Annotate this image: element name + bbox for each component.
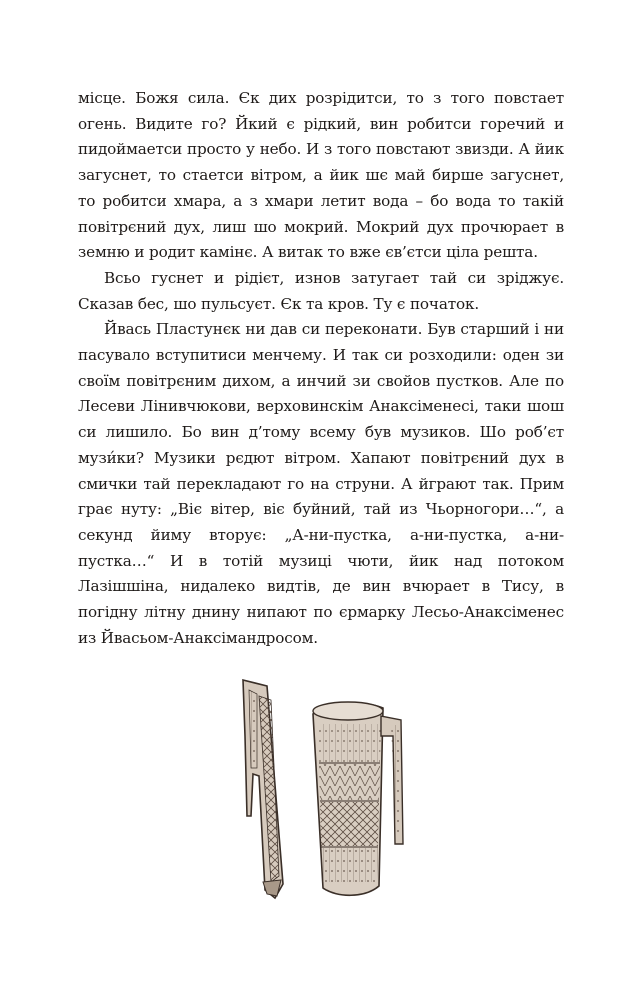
carved-objects-drawing bbox=[215, 676, 425, 906]
illustration bbox=[215, 676, 425, 906]
carved-cup bbox=[313, 702, 403, 895]
paragraph-1: місце. Божя сила. Єк дих розрідитси, то з того повстает огень. Видите го? Йкий є рідкий, вин робитси горечий и пидоймаетси просто у небо. И з того повстают звизди. А йик загуснет, то стаетси вітром, а йик шє май бирше загуснет, то робитси хмара, а з хмари летит вода – бо вода то такій повітрєний дух, лиш шо мокрий. Мокрий дух прочюрает в земню и родит камінє. А витак то вже єв’єтси ціла решта. bbox=[78, 89, 564, 262]
paragraph-3: Йвась Пластунєк ни дав си переконати. Був старший і ни пасувало вступитиси менчему. И так си розходили: оден зи своїм повітрєним дихом, а инчий зи свойов пустков. Але по Лесеви Лінивчюкови, верховинскім Анаксіменесі, таки шош си лишило. Бо вин д’тому всему був музиков. Шо роб’єт музи́ки? Музики рєдют вітром. Хапают повітрєний дух в смички тай перекладают го на струни. А йграют так. Прим грає нуту: „Віє вітер, віє буйний, тай из Чьорногори…“, а секунд йиму вторує: „А-ни-пустка, а-ни-пустка, а-ни-пустка…“ И в тотій музиці чюти, йик над потоком Лазішшіна, нидалеко видтів, де вин вчюрает в Тису, в погідну літну днину нипают по єрмарку Лесьо-Анаксіменес из Йвасьом-Анаксімандросом. bbox=[78, 320, 564, 647]
paragraph-2: Всьо гуснет и рідієт, изнов затугает тай си зріджує. Сказав бес, шо пульсуєт. Єк та кров. Ту є початок. bbox=[78, 268, 564, 313]
page-text bbox=[78, 86, 564, 651]
carved-comb bbox=[243, 680, 283, 898]
